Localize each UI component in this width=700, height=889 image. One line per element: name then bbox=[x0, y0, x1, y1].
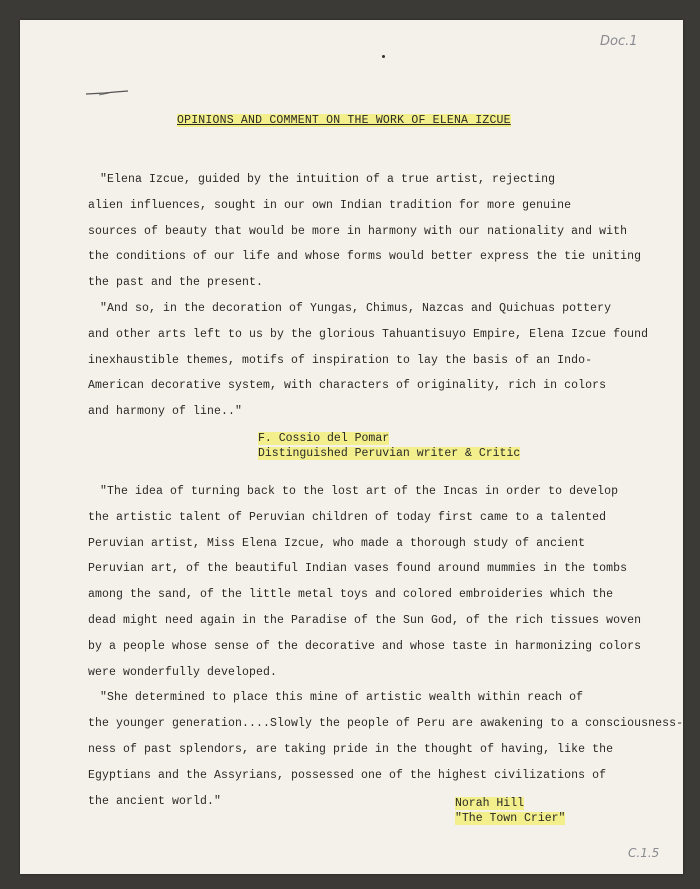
text-line: the younger generation....Slowly the people of Peru are awakening to a consciousness- bbox=[88, 717, 684, 731]
text-line: Egyptians and the Assyrians, possessed one of the highest civilizations of bbox=[88, 768, 607, 782]
text-line: American decorative system, with characters of originality, rich in colors bbox=[88, 379, 607, 393]
text-line: Peruvian art, of the beautiful Indian vases found around mummies in the tombs bbox=[88, 562, 628, 576]
text-line: were wonderfully developed. bbox=[88, 665, 278, 679]
signature-1 bbox=[258, 432, 520, 460]
text-line: dead might need again in the Paradise of the Sun God, of the rich tissues woven bbox=[88, 614, 642, 627]
document-page bbox=[20, 20, 683, 874]
pencil-doc-number: Doc.1 bbox=[600, 34, 638, 49]
text-line: ness of past splendors, are taking pride in the thought of having, like the bbox=[88, 743, 614, 756]
sig2-pub: "The Town Crier" bbox=[455, 812, 566, 825]
text-line: among the sand, of the little metal toys and colored embroideries which the bbox=[88, 588, 614, 602]
text-line: Peruvian artist, Miss Elena Izcue, who made a thorough study of ancient bbox=[88, 536, 586, 550]
text-line: the ancient world." bbox=[88, 794, 222, 808]
sig1-name: F. Cossio del Pomar bbox=[258, 432, 390, 445]
text-line: by a people whose sense of the decorative and whose taste in harmonizing colors bbox=[88, 639, 642, 653]
pencil-catalog-number: C.1.5 bbox=[628, 846, 660, 860]
text-line: the past and the present. bbox=[88, 276, 264, 290]
pencil-mark-icon bbox=[85, 90, 129, 96]
text-line: the conditions of our life and whose forms would better express the tie uniting bbox=[88, 250, 642, 264]
signature-2 bbox=[455, 797, 565, 825]
text-line: "The idea of turning back to the lost art of the Incas in order to develop bbox=[100, 485, 619, 498]
document-title: OPINIONS AND COMMENT ON THE WORK OF ELENA IZCUE bbox=[177, 114, 511, 127]
ink-dot bbox=[382, 55, 385, 58]
text-line: the artistic talent of Peruvian children of today first came to a talented bbox=[88, 510, 607, 524]
text-line: "And so, in the decoration of Yungas, Chimus, Nazcas and Quichuas pottery bbox=[100, 302, 612, 315]
sig2-name: Norah Hill bbox=[455, 797, 525, 810]
sig1-role: Distinguished Peruvian writer & Critic bbox=[258, 447, 521, 460]
text-line: and harmony of line.." bbox=[88, 405, 243, 419]
text-line: "Elena Izcue, guided by the intuition of a true artist, rejecting bbox=[100, 173, 556, 186]
text-line: alien influences, sought in our own Indian tradition for more genuine bbox=[88, 198, 572, 212]
text-line: sources of beauty that would be more in harmony with our nationality and with bbox=[88, 224, 628, 238]
text-line: and other arts left to us by the glorious Tahuantisuyo Empire, Elena Izcue found bbox=[88, 327, 649, 341]
text-line: "She determined to place this mine of artistic wealth within reach of bbox=[100, 691, 584, 705]
text-line: inexhaustible themes, motifs of inspiration to lay the basis of an Indo- bbox=[88, 353, 593, 367]
